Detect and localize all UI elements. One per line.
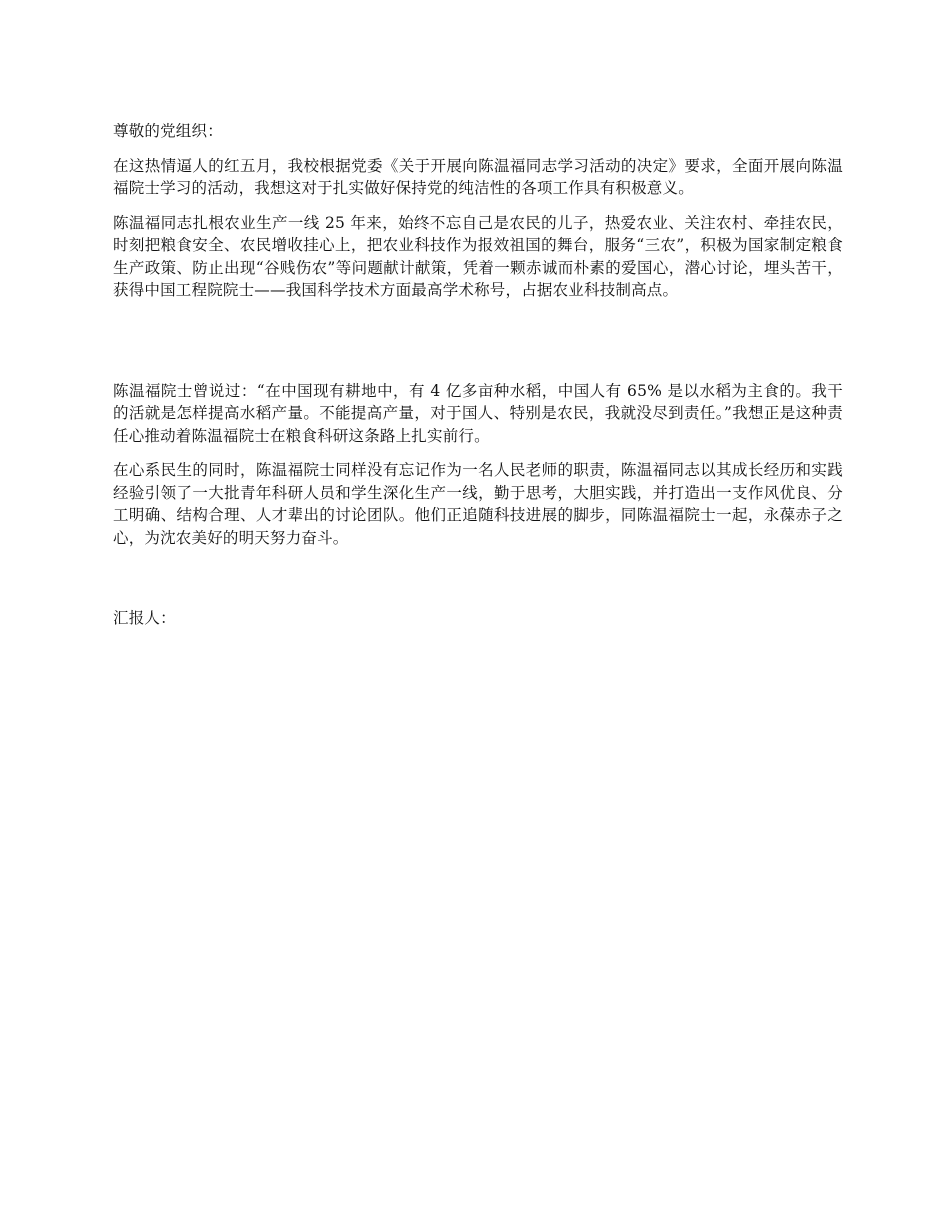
blank-spacer [113,549,843,607]
paragraph-3: 陈温福院士曾说过：“在中国现有耕地中，有 4 亿多亩种水稻，中国人有 65% 是以水稻为主食的。我干的活就是怎样提高水稻产量。不能提高产量，对于国人、特别是农民，我就没尽到责任。”我想正是这种责任心推动着陈温福院士在粮食科研这条路上扎实前行。 [113,381,843,445]
paragraph-1: 在这热情逼人的红五月，我校根据党委《关于开展向陈温福同志学习活动的决定》要求，全面开展向陈温福院士学习的活动，我想这对于扎实做好保持党的纯洁性的各项工作具有积极意义。 [113,156,843,197]
paragraph-2: 陈温福同志扎根农业生产一线 25 年来，始终不忘自己是农民的儿子，热爱农业、关注农村、牵挂农民，时刻把粮食安全、农民增收挂心上，把农业科技作为报效祖国的舞台，服务“三农”，积极为国家制定粮食生产政策、防止出现“谷贱伤农”等问题献计献策，凭着一颗赤诚而朴素的爱国心，潜心讨论，埋头苦干，获得中国工程院院士——我国科学技术方面最高学术称号，占据农业科技制高点。 [113,213,843,299]
salutation: 尊敬的党组织： [113,122,223,140]
blank-spacer [113,302,843,380]
signature-line: 汇报人： [113,609,176,627]
paragraph-4: 在心系民生的同时，陈温福院士同样没有忘记作为一名人民老师的职责，陈温福同志以其成长经历和实践经验引领了一大批青年科研人员和学生深化生产一线，勤于思考，大胆实践，并打造出一支作风优良、分工明确、结构合理、人才辈出的讨论团队。他们正追随科技进展的脚步，同陈温福院士一起，永葆赤子之心，为沈农美好的明天努力奋斗。 [113,461,843,547]
document-page [113,120,843,630]
